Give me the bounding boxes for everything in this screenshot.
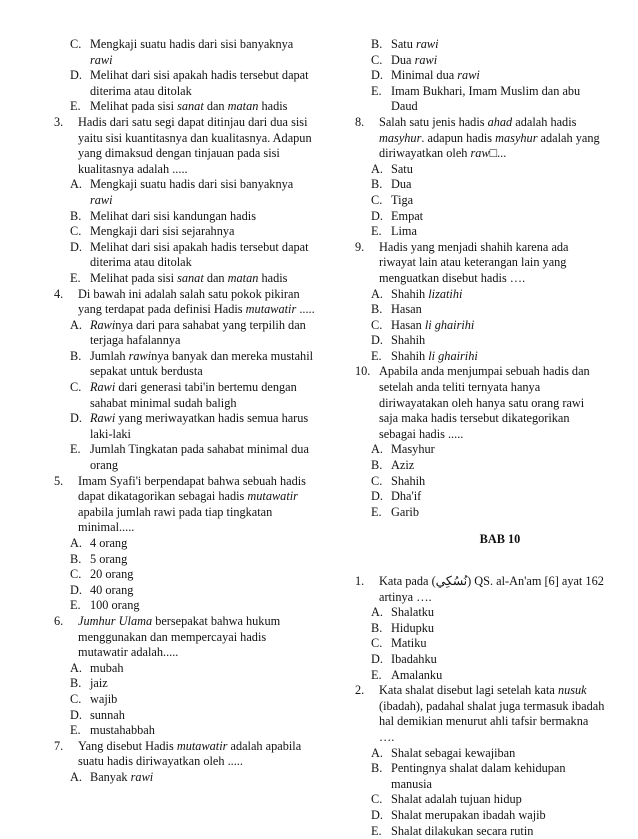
question-item	[54, 115, 316, 287]
option-text: Melihat dari sisi apakah hadis tersebut dapat diterima atau ditolak	[90, 240, 309, 270]
option-text: Hidupku	[391, 621, 434, 635]
answer-option	[371, 746, 605, 762]
question-item	[54, 474, 316, 614]
option-text: Melihat pada sisi sanat dan matan hadis	[90, 271, 287, 285]
question-text: Salah satu jenis hadis ahad adalah hadis masyhur. adapun hadis masyhur adalah yang diriwayatkan oleh raw□...	[379, 115, 600, 160]
option-text: Shalat dilakukan secara rutin	[391, 824, 533, 838]
answer-option	[371, 68, 605, 84]
question-text: Di bawah ini adalah salah satu pokok pikiran yang terdapat pada definisi Hadis mutawatir .....	[78, 287, 315, 317]
answer-option	[70, 598, 316, 614]
question-number: 3.	[54, 115, 63, 131]
option-text: Dua rawi	[391, 53, 437, 67]
option-letter: B.	[70, 209, 81, 225]
answer-option	[70, 240, 316, 271]
option-text: Melihat dari sisi kandungan hadis	[90, 209, 256, 223]
answer-option	[70, 224, 316, 240]
question-item	[355, 115, 605, 240]
question-item	[54, 739, 316, 786]
option-text: Ibadahku	[391, 652, 437, 666]
option-letter: D.	[371, 652, 383, 668]
answer-option	[70, 676, 316, 692]
question-item	[355, 364, 605, 520]
option-letter: E.	[371, 224, 382, 240]
answer-option	[371, 489, 605, 505]
answer-option	[371, 474, 605, 490]
question-number: 5.	[54, 474, 63, 490]
answer-option	[70, 552, 316, 568]
option-text: 20 orang	[90, 567, 133, 581]
question-item	[355, 240, 605, 365]
option-text: Minimal dua rawi	[391, 68, 480, 82]
answer-option	[70, 661, 316, 677]
answer-option	[371, 53, 605, 69]
answer-option	[70, 209, 316, 225]
question-list	[355, 574, 605, 839]
option-text: Shahih	[391, 333, 425, 347]
option-letter: E.	[371, 84, 382, 100]
question-number: 10.	[355, 364, 370, 380]
option-letter: A.	[70, 661, 82, 677]
question-text: Jumhur Ulama bersepakat bahwa hukum menggunakan dan mempercayai hadis mutawatir adalah.....	[78, 614, 280, 659]
continued-options	[355, 37, 605, 115]
question-number: 9.	[355, 240, 364, 256]
question-stem	[54, 739, 316, 770]
answer-option	[371, 177, 605, 193]
option-text: Satu	[391, 162, 413, 176]
question-item	[54, 614, 316, 739]
question-stem	[355, 574, 605, 605]
option-text: Aziz	[391, 458, 414, 472]
chapter-heading: BAB 10	[395, 532, 605, 548]
option-text: 4 orang	[90, 536, 127, 550]
question-text: Yang disebut Hadis mutawatir adalah apabila suatu hadis diriwayatkan oleh .....	[78, 739, 301, 769]
option-letter: E.	[70, 598, 81, 614]
answer-option	[70, 536, 316, 552]
question-list	[355, 115, 605, 520]
option-letter: E.	[70, 723, 81, 739]
answer-option	[371, 162, 605, 178]
option-letter: D.	[371, 489, 383, 505]
answer-option	[371, 605, 605, 621]
option-text: Shalat sebagai kewajiban	[391, 746, 515, 760]
answer-option	[70, 723, 316, 739]
option-text: Dua	[391, 177, 412, 191]
option-letter: C.	[371, 193, 382, 209]
question-text: Hadis dari satu segi dapat ditinjau dari dua sisi yaitu sisi kuantitasnya dan kualitasnya. Adapun yang dimaksud dengan tinjauan pada sisi kualitasnya adalah .....	[78, 115, 312, 176]
option-letter: E.	[70, 99, 81, 115]
option-letter: A.	[70, 536, 82, 552]
option-letter: A.	[371, 442, 383, 458]
option-text: sunnah	[90, 708, 125, 722]
answer-option	[70, 442, 316, 473]
option-text: Shahih lizatihi	[391, 287, 462, 301]
question-item	[54, 287, 316, 474]
answer-option	[371, 621, 605, 637]
option-text: Matiku	[391, 636, 427, 650]
option-letter: D.	[70, 68, 82, 84]
answer-option	[371, 652, 605, 668]
option-letter: C.	[70, 567, 81, 583]
option-letter: C.	[371, 53, 382, 69]
option-letter: E.	[70, 271, 81, 287]
option-text: Shalat merupakan ibadah wajib	[391, 808, 546, 822]
option-text: Satu rawi	[391, 37, 439, 51]
option-text: Imam Bukhari, Imam Muslim dan abu Daud	[391, 84, 580, 114]
option-letter: D.	[70, 411, 82, 427]
option-text: Melihat pada sisi sanat dan matan hadis	[90, 99, 287, 113]
answer-option	[371, 37, 605, 53]
answer-option	[371, 209, 605, 225]
option-letter: C.	[371, 318, 382, 334]
option-text: Lima	[391, 224, 417, 238]
option-letter: C.	[70, 224, 81, 240]
question-number: 6.	[54, 614, 63, 630]
right-column	[355, 37, 605, 839]
option-letter: B.	[371, 458, 382, 474]
option-text: Masyhur	[391, 442, 435, 456]
answer-option	[371, 333, 605, 349]
option-text: Hasan	[391, 302, 422, 316]
answer-option	[70, 411, 316, 442]
option-letter: C.	[70, 37, 81, 53]
answer-option	[371, 668, 605, 684]
option-text: Banyak rawi	[90, 770, 153, 784]
question-number: 8.	[355, 115, 364, 131]
option-letter: C.	[371, 474, 382, 490]
option-text: Shahih	[391, 474, 425, 488]
question-stem	[54, 287, 316, 318]
option-letter: B.	[371, 621, 382, 637]
answer-option	[371, 224, 605, 240]
option-text: jaiz	[90, 676, 108, 690]
answer-option	[371, 84, 605, 115]
question-item	[355, 574, 605, 683]
option-letter: A.	[371, 746, 383, 762]
option-letter: D.	[70, 583, 82, 599]
answer-option	[70, 271, 316, 287]
answer-option	[371, 792, 605, 808]
question-stem	[355, 115, 605, 162]
option-text: Shahih li ghairihi	[391, 349, 478, 363]
answer-option	[70, 692, 316, 708]
option-letter: C.	[371, 636, 382, 652]
answer-option	[371, 193, 605, 209]
question-stem	[54, 614, 316, 661]
option-text: Mengkaji suatu hadis dari sisi banyaknya rawi	[90, 37, 293, 67]
option-letter: B.	[371, 761, 382, 777]
question-text: Kata pada (نُسُكِي) QS. al-An'am [6] ayat 162 artinya ….	[379, 574, 604, 604]
option-letter: C.	[70, 380, 81, 396]
option-text: Tiga	[391, 193, 413, 207]
answer-option	[70, 68, 316, 99]
option-letter: D.	[70, 708, 82, 724]
option-text: Amalanku	[391, 668, 442, 682]
option-letter: A.	[371, 162, 383, 178]
option-letter: B.	[70, 552, 81, 568]
option-letter: B.	[70, 349, 81, 365]
question-number: 1.	[355, 574, 364, 590]
question-text: Apabila anda menjumpai sebuah hadis dan setelah anda teliti ternyata hanya diriwayatakan oleh hanya satu orang rawi saja maka hadis tersebut dikategorikan sebagai hadis .....	[379, 364, 590, 440]
option-text: Hasan li ghairihi	[391, 318, 474, 332]
option-text: Empat	[391, 209, 423, 223]
question-stem	[355, 364, 605, 442]
option-text: Mengkaji suatu hadis dari sisi banyaknya rawi	[90, 177, 293, 207]
option-letter: E.	[371, 505, 382, 521]
option-letter: D.	[371, 68, 383, 84]
option-letter: D.	[371, 333, 383, 349]
question-number: 4.	[54, 287, 63, 303]
question-item	[355, 683, 605, 839]
question-number: 2.	[355, 683, 364, 699]
answer-option	[371, 287, 605, 303]
question-stem	[54, 474, 316, 536]
option-letter: B.	[371, 302, 382, 318]
option-text: Rawi yang meriwayatkan hadis semua harus laki-laki	[90, 411, 308, 441]
option-text: Garib	[391, 505, 419, 519]
option-text: 100 orang	[90, 598, 140, 612]
option-letter: A.	[70, 770, 82, 786]
answer-option	[70, 380, 316, 411]
answer-option	[371, 302, 605, 318]
answer-option	[371, 349, 605, 365]
option-letter: A.	[70, 177, 82, 193]
answer-option	[371, 761, 605, 792]
option-text: Rawi dari generasi tabi'in bertemu dengan sahabat minimal sudah baligh	[90, 380, 297, 410]
option-letter: D.	[371, 209, 383, 225]
option-letter: E.	[70, 442, 81, 458]
option-letter: D.	[70, 240, 82, 256]
answer-option	[70, 318, 316, 349]
option-text: Shalat adalah tujuan hidup	[391, 792, 522, 806]
answer-option	[371, 318, 605, 334]
option-letter: B.	[70, 676, 81, 692]
left-column	[54, 37, 316, 786]
option-letter: B.	[371, 177, 382, 193]
option-letter: A.	[70, 318, 82, 334]
answer-option	[371, 458, 605, 474]
question-stem	[355, 683, 605, 745]
question-stem	[355, 240, 605, 287]
option-letter: E.	[371, 349, 382, 365]
option-letter: C.	[70, 692, 81, 708]
option-text: Dha'if	[391, 489, 421, 503]
option-text: wajib	[90, 692, 117, 706]
option-letter: E.	[371, 824, 382, 839]
option-text: Rawinya dari para sahabat yang terpilih dan terjaga hafalannya	[90, 318, 306, 348]
answer-option	[70, 770, 316, 786]
answer-option	[371, 636, 605, 652]
question-list	[54, 115, 316, 786]
option-letter: D.	[371, 808, 383, 824]
option-text: Jumlah rawinya banyak dan mereka mustahil sepakat untuk berdusta	[90, 349, 313, 379]
option-letter: B.	[371, 37, 382, 53]
answer-option	[70, 37, 316, 68]
answer-option	[371, 505, 605, 521]
answer-option	[70, 349, 316, 380]
question-number: 7.	[54, 739, 63, 755]
option-text: Jumlah Tingkatan pada sahabat minimal dua orang	[90, 442, 309, 472]
option-text: mustahabbah	[90, 723, 155, 737]
option-text: 5 orang	[90, 552, 127, 566]
answer-option	[371, 808, 605, 824]
answer-option	[70, 99, 316, 115]
option-text: 40 orang	[90, 583, 133, 597]
answer-option	[371, 442, 605, 458]
option-text: Melihat dari sisi apakah hadis tersebut dapat diterima atau ditolak	[90, 68, 309, 98]
answer-option	[70, 177, 316, 208]
option-letter: A.	[371, 287, 383, 303]
option-text: Shalatku	[391, 605, 434, 619]
continued-options	[54, 37, 316, 115]
option-letter: A.	[371, 605, 383, 621]
question-text: Imam Syafi'i berpendapat bahwa sebuah hadis dapat dikatagorikan sebagai hadis mutawatir apabila jumlah rawi pada tiap tingkatan minimal.....	[78, 474, 306, 535]
option-letter: E.	[371, 668, 382, 684]
question-text: Kata shalat disebut lagi setelah kata nusuk (ibadah), padahal shalat juga termasuk ibadah hal demikian menurut ahli tafsir bermakna ….	[379, 683, 604, 744]
answer-option	[70, 583, 316, 599]
option-letter: C.	[371, 792, 382, 808]
answer-option	[70, 567, 316, 583]
question-text: Hadis yang menjadi shahih karena ada riwayat lain atau keterangan lain yang menguatkan disebut hadis ….	[379, 240, 569, 285]
option-text: Mengkaji dari sisi sejarahnya	[90, 224, 234, 238]
option-text: mubah	[90, 661, 123, 675]
answer-option	[70, 708, 316, 724]
question-stem	[54, 115, 316, 177]
option-text: Pentingnya shalat dalam kehidupan manusia	[391, 761, 566, 791]
